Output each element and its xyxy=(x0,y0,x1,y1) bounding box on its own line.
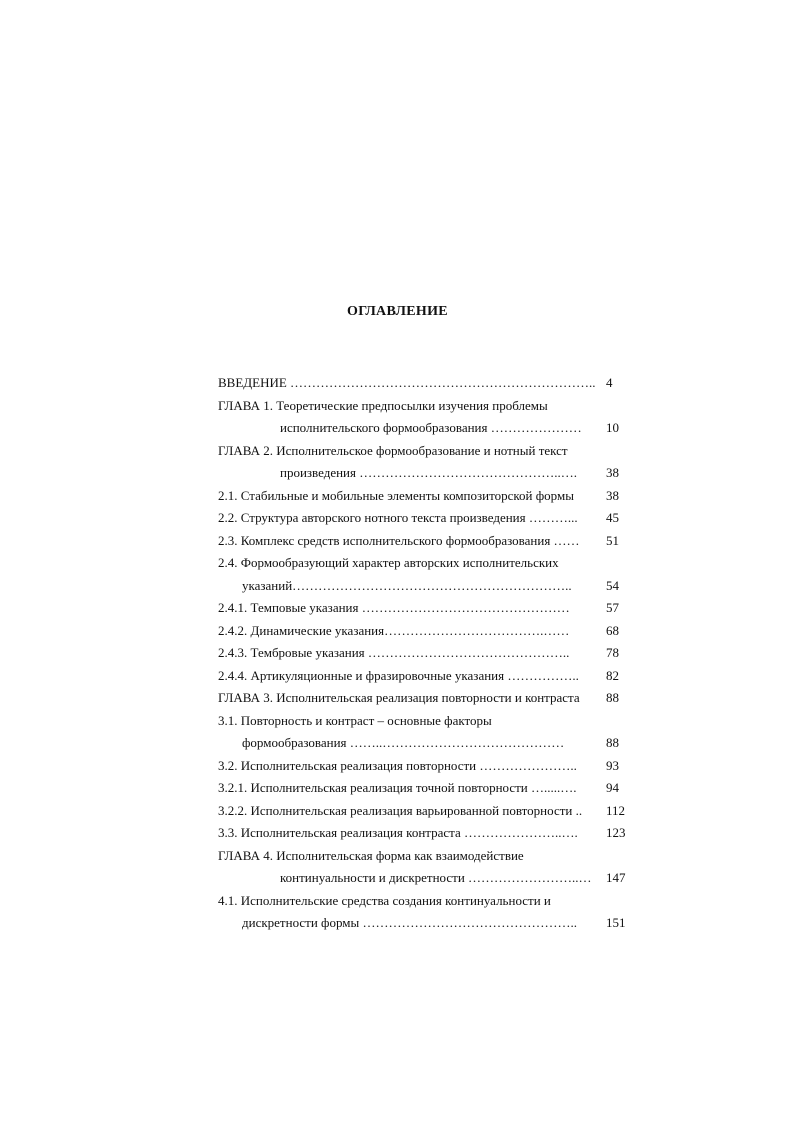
toc-entry-page: 68 xyxy=(606,622,619,638)
toc-entry xyxy=(218,530,630,553)
toc-entry-page: 45 xyxy=(606,510,619,525)
toc-entry-page: 93 xyxy=(606,757,619,773)
toc-entry-page: 88 xyxy=(606,690,619,705)
toc-entry xyxy=(218,732,630,755)
toc-entry-text: континуальности и дискретности ……………………..… xyxy=(280,870,592,885)
toc-entry-page: 57 xyxy=(606,600,619,615)
toc-entry xyxy=(218,710,630,733)
toc-entry-text: ВВЕДЕНИЕ …………………………………………………………….. xyxy=(218,375,596,390)
toc-entry-page: 88 xyxy=(606,735,619,750)
toc-entry-page: 94 xyxy=(606,780,619,795)
toc-entry-page: 51 xyxy=(606,532,619,548)
toc-entry-text: 2.1. Стабильные и мобильные элементы композиторской формы xyxy=(218,487,574,503)
toc-entry-text: дискретности формы ………………………………………….. xyxy=(242,915,577,930)
toc-entry-text: ГЛАВА 1. Теоретические предпосылки изучения проблемы xyxy=(218,397,548,413)
table-of-contents xyxy=(218,372,630,935)
toc-entry-text: 2.4.1. Темповые указания ………………………………………… xyxy=(218,600,570,615)
toc-entry-text: 3.1. Повторность и контраст – основные факторы xyxy=(218,712,492,728)
toc-entry-text: указаний……………………………………………………….. xyxy=(242,577,572,593)
toc-entry xyxy=(218,845,630,868)
toc-entry-text: 4.1. Исполнительские средства создания континуальности и xyxy=(218,892,551,908)
toc-entry-page: 147 xyxy=(606,870,626,885)
toc-entry xyxy=(218,822,630,845)
toc-entry xyxy=(218,440,630,463)
toc-entry xyxy=(218,755,630,778)
toc-entry xyxy=(218,417,630,440)
toc-entry-text: 2.4.2. Динамические указания……………………………….…… xyxy=(218,622,570,638)
toc-entry-text: 2.4.3. Тембровые указания ……………………………………….. xyxy=(218,645,570,660)
toc-entry xyxy=(218,687,630,710)
toc-entry xyxy=(218,800,630,823)
toc-entry-text: 3.2. Исполнительская реализация повторности ………………….. xyxy=(218,757,577,773)
toc-entry xyxy=(218,395,630,418)
toc-entry-page: 112 xyxy=(606,802,626,818)
toc-entry xyxy=(218,575,630,598)
toc-entry-page: 4 xyxy=(606,375,613,390)
toc-entry-text: 2.3. Комплекс средств исполнительского формообразования …… xyxy=(218,532,580,548)
toc-entry-text: 3.2.1. Исполнительская реализация точной повторности ….....…. xyxy=(218,780,577,795)
toc-entry-text: 3.3. Исполнительская реализация контраста …………………..…. xyxy=(218,825,578,840)
toc-entry-page: 78 xyxy=(606,645,619,660)
toc-entry-page: 10 xyxy=(606,420,619,435)
toc-entry xyxy=(218,912,630,935)
toc-entry-text: ГЛАВА 3. Исполнительская реализация повторности и контраста xyxy=(218,690,580,705)
toc-entry xyxy=(218,507,630,530)
toc-entry xyxy=(218,597,630,620)
toc-entry xyxy=(218,462,630,485)
toc-entry xyxy=(218,642,630,665)
toc-entry-text: ГЛАВА 4. Исполнительская форма как взаимодействие xyxy=(218,847,524,863)
toc-entry xyxy=(218,890,630,913)
toc-entry xyxy=(218,620,630,643)
toc-entry-page: 123 xyxy=(606,825,626,840)
toc-entry-text: исполнительского формообразования ………………… xyxy=(280,420,582,435)
toc-entry-page: 38 xyxy=(606,487,619,503)
toc-entry xyxy=(218,485,630,508)
page-title: ОГЛАВЛЕНИЕ xyxy=(347,304,448,319)
toc-entry-text: 2.2. Структура авторского нотного текста произведения ………... xyxy=(218,510,578,525)
toc-entry xyxy=(218,372,630,395)
toc-entry-text: 2.4. Формообразующий характер авторских исполнительских xyxy=(218,555,559,570)
toc-entry-text: 2.4.4. Артикуляционные и фразировочные указания …………….. xyxy=(218,667,579,683)
toc-entry-text: формообразования ……..…………………………………… xyxy=(242,735,565,750)
toc-entry-text: произведения ………………………………………..…. xyxy=(280,465,577,480)
toc-entry xyxy=(218,552,630,575)
toc-entry xyxy=(218,665,630,688)
toc-entry xyxy=(218,867,630,890)
toc-entry-text: 3.2.2. Исполнительская реализация варьированной повторности .. xyxy=(218,802,583,818)
toc-entry-page: 151 xyxy=(606,915,626,930)
toc-entry-page: 54 xyxy=(606,577,619,593)
toc-entry-text: ГЛАВА 2. Исполнительское формообразование и нотный текст xyxy=(218,442,568,458)
toc-entry-page: 38 xyxy=(606,465,619,480)
toc-entry-page: 82 xyxy=(606,667,619,683)
toc-entry xyxy=(218,777,630,800)
